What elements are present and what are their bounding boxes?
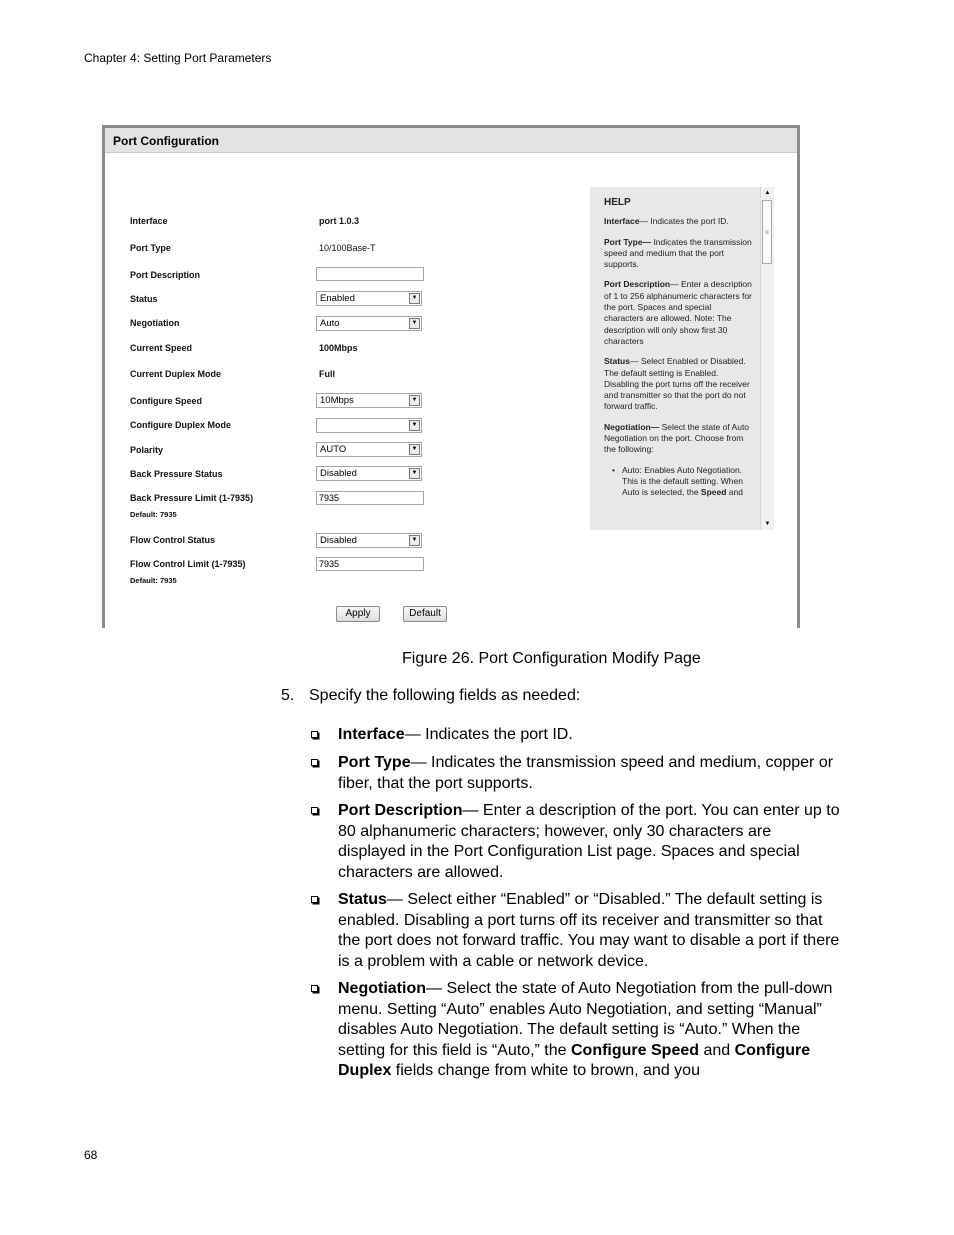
back-pressure-limit-input[interactable]: 7935 <box>316 491 424 505</box>
back-pressure-status-select[interactable] <box>316 466 422 481</box>
figure-caption: Figure 26. Port Configuration Modify Page <box>402 650 701 667</box>
dropdown-arrow-icon[interactable]: ▼ <box>409 318 420 329</box>
polarity-select[interactable] <box>316 442 422 457</box>
negotiation-select[interactable] <box>316 316 422 331</box>
back-pressure-status-select-value: Disabled <box>320 468 357 479</box>
polarity-select-value: AUTO <box>320 444 347 455</box>
flow-control-status-select[interactable] <box>316 533 422 548</box>
checkbox-bullet-icon <box>311 807 318 814</box>
current-duplex-value: Full <box>319 369 335 379</box>
help-negotiation: Negotiation— Select the state of Auto Negotiation on the port. Choose from the following: <box>604 421 750 455</box>
help-interface: Interface— Indicates the port ID. <box>604 216 729 227</box>
port-description-input[interactable] <box>316 267 424 281</box>
dropdown-arrow-icon[interactable]: ▼ <box>409 395 420 406</box>
scroll-up-arrow-icon[interactable]: ▲ <box>764 190 771 196</box>
back-pressure-limit-label: Back Pressure Limit (1-7935) <box>130 493 254 503</box>
status-label: Status <box>130 294 158 304</box>
checkbox-bullet-icon <box>311 759 318 766</box>
dropdown-arrow-icon[interactable]: ▼ <box>409 420 420 431</box>
polarity-label: Polarity <box>130 445 164 455</box>
default-button[interactable]: Default <box>403 606 447 622</box>
panel-titlebar <box>105 128 797 153</box>
help-panel <box>590 187 774 530</box>
dropdown-arrow-icon[interactable]: ▼ <box>409 444 420 455</box>
configure-speed-label: Configure Speed <box>130 396 203 406</box>
checkbox-bullet-icon <box>311 985 318 992</box>
flow-control-limit-input[interactable]: 7935 <box>316 557 424 571</box>
status-select[interactable] <box>316 291 422 306</box>
apply-button[interactable]: Apply <box>336 606 380 622</box>
flow-control-status-label: Flow Control Status <box>130 535 215 545</box>
help-scrollbar[interactable] <box>760 187 774 530</box>
step-number: 5. <box>281 687 295 704</box>
negotiation-label: Negotiation <box>130 318 180 328</box>
dropdown-arrow-icon[interactable]: ▼ <box>409 293 420 304</box>
configure-duplex-select[interactable] <box>316 418 422 433</box>
configure-duplex-label: Configure Duplex Mode <box>130 420 231 430</box>
flow-control-status-select-value: Disabled <box>320 535 357 546</box>
page-number: 68 <box>84 1148 98 1162</box>
checkbox-bullet-icon <box>311 896 318 903</box>
current-speed-label: Current Speed <box>130 343 193 353</box>
scroll-down-arrow-icon[interactable]: ▼ <box>764 521 771 527</box>
scroll-thumb[interactable]: ≡ <box>762 200 772 264</box>
port-configuration-screenshot <box>102 125 800 628</box>
back-pressure-status-label: Back Pressure Status <box>130 469 223 479</box>
flow-control-limit-default: Default: 7935 <box>130 576 177 585</box>
current-duplex-label: Current Duplex Mode <box>130 369 222 379</box>
help-status: Status— Select Enabled or Disabled. The default setting is Enabled. Disabling the port turns off the receiver and transmitter so that the port do not forward traffic. <box>604 356 750 412</box>
flow-control-limit-label: Flow Control Limit (1-7935) <box>130 559 246 569</box>
configure-speed-select-value: 10Mbps <box>320 395 354 406</box>
chapter-header: Chapter 4: Setting Port Parameters <box>84 51 272 65</box>
panel-title: Port Configuration <box>113 134 219 148</box>
help-port-description: Port Description— Enter a description of 1 to 256 alphanumeric characters for the port. Spaces and special characters are allowed. Note: The description will only show first 30 characters <box>604 279 752 346</box>
step-text: Specify the following fields as needed: <box>309 687 581 704</box>
interface-value: port 1.0.3 <box>319 216 360 226</box>
help-content <box>604 197 752 499</box>
back-pressure-limit-default: Default: 7935 <box>130 510 177 519</box>
configure-speed-select[interactable] <box>316 393 422 408</box>
dropdown-arrow-icon[interactable]: ▼ <box>409 535 420 546</box>
interface-label: Interface <box>130 216 168 226</box>
help-auto-item: • Auto: Enables Auto Negotiation. This is the default setting. When Auto is selected, the Speed and <box>622 465 752 499</box>
status-select-value: Enabled <box>320 293 355 304</box>
negotiation-select-value: Auto <box>320 318 340 329</box>
port-type-value: 10/100Base-T <box>319 243 376 253</box>
help-port-type: Port Type— Indicates the transmission speed and medium that the port supports. <box>604 236 752 270</box>
port-description-label: Port Description <box>130 270 201 280</box>
port-type-label: Port Type <box>130 243 171 253</box>
current-speed-value: 100Mbps <box>319 343 358 353</box>
help-title: HELP <box>604 197 631 208</box>
dropdown-arrow-icon[interactable]: ▼ <box>409 468 420 479</box>
checkbox-bullet-icon <box>311 731 318 738</box>
